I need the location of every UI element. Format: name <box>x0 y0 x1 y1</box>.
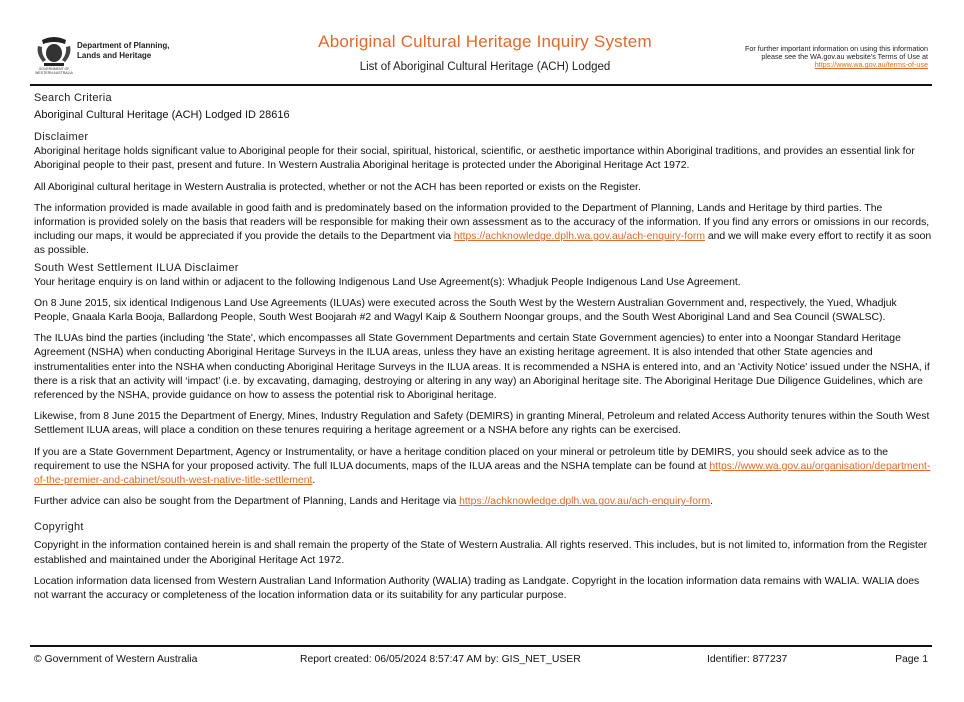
ach-enquiry-form-link[interactable]: https://achknowledge.dplh.wa.gov.au/ach-enquiry-form <box>453 231 705 243</box>
copyright-paragraph-1: Copyright in the information contained herein is and shall remain the property of the State of Western Australia. All rights reserved. This includes, but is not limited to, information from the Register established and maintained under the Aboriginal Heritage Act 1972. <box>34 540 928 566</box>
terms-notice <box>698 45 928 69</box>
footer-copyright: © Government of Western Australia <box>34 654 198 665</box>
logo-department-name: Department of Planning, Lands and Heritage <box>77 41 170 60</box>
search-criteria-value: Aboriginal Cultural Heritage (ACH) Lodged ID 28616 <box>34 109 290 121</box>
terms-notice-line-2: please see the WA.gov.au website's Terms of Use at <box>761 52 928 61</box>
copyright-paragraph-2: Location information data licensed from Western Australian Land Information Authority (WALIA) trading as Landgate. Copyright in the location information data remains with WALIA. WALIA does not warrant the accuracy or completeness of the location information data or its suitability for any particular purpose. <box>34 575 920 602</box>
header-divider <box>30 84 932 86</box>
page-title: Aboriginal Cultural Heritage Inquiry System <box>318 32 652 51</box>
ilua-paragraph-2: On 8 June 2015, six identical Indigenous Land Use Agreements (ILUAs) were executed across the South West by the Western Australian Government and, respectively, the Yued, Whadjuk People, Gnaala Karla Booja, Ballardong People, South West Boojarah #2 and Wagyl Kaip & Southern Noongar groups, and the South West Aboriginal Land and Sea Council (SWALSC). <box>34 297 897 324</box>
ilua-disclaimer-heading: South West Settlement ILUA Disclaimer <box>34 261 239 274</box>
report-body <box>34 92 932 603</box>
disclaimer-paragraph-2: All Aboriginal cultural heritage in Western Australia is protected, whether or not the ACH has been reported or exists on the Register. <box>34 181 641 193</box>
ilua-paragraph-3: The ILUAs bind the parties (including 'the State', which encompasses all State Government Departments and certain State Government agencies) to enter into a Noongar Standard Heritage Agreement (NSHA) when conducting Aboriginal Heritage Surveys in the ILUA areas, unless they have an existing heritage agreement. It is also intended that other State agencies and instrumentalities enter into the NSHA when conducting Aboriginal Heritage Surveys in the ILUA areas. It is recommended a NSHA is entered into, and an 'Activity Notice' issued under the NSHA, if there is a risk that an activity will ‘impact’ (i.e. by excavating, damaging, destroying or altering in any way) an Aboriginal heritage site. The Aboriginal Heritage Due Diligence Guidelines, which are referenced by the NSHA, provide guidance on how to assess the potential risk to Aboriginal heritage. <box>34 333 930 402</box>
ilua-paragraph-1: Your heritage enquiry is on land within or adjacent to the following Indigenous Land Use Agreement(s): Whadjuk People Indigenous Land Use Agreement. <box>34 276 741 288</box>
department-logo <box>34 36 174 78</box>
disclaimer-paragraph-3: The information provided is made available in good faith and is predominately based on the information provided to the Department of Planning, Lands and Heritage by third parties. The information is provided solely on the basis that readers will be responsible for making their own assessment as to the accuracy of the information. If you find any errors or omissions in our records, including our maps, it would be appreciated if you provide the details to the Department via https://achknowledge.dplh.wa.gov.au/ach-enquiry-form and we will make every effort to rectify it as soon as possible. <box>34 202 932 257</box>
south-west-native-title-settlement-link[interactable]: https://www.wa.gov.au/organisation/department-of-the-premier-and-cabinet/south-west-native-title-settlement <box>34 460 931 487</box>
disclaimer-paragraph-1: Aboriginal heritage holds significant value to Aboriginal people for their social, spiritual, historical, scientific, or aesthetic importance within Aboriginal traditions, and provides an essential link for Aboriginal people to their past, present and future. In Western Australia Aboriginal heritage is protected under the Aboriginal Heritage Act 1972. <box>34 146 915 172</box>
ilua-paragraph-4: Likewise, from 8 June 2015 the Department of Energy, Mines, Industry Regulation and Safety (DEMIRS) in granting Mineral, Petroleum and related Access Authority tenures within the South West Settlement ILUA areas, will place a condition on these tenures requiring a heritage agreement or a NSHA before any rights can be exercised. <box>34 411 930 437</box>
copyright-heading: Copyright <box>34 521 84 534</box>
ach-enquiry-form-link-2[interactable]: https://achknowledge.dplh.wa.gov.au/ach-enquiry-form <box>459 496 711 508</box>
disclaimer-heading: Disclaimer <box>34 131 89 144</box>
report-header <box>0 0 964 86</box>
ilua-paragraph-6: Further advice can also be sought from the Department of Planning, Lands and Heritage via https://achknowledge.dplh.wa.gov.au/ach-enquiry-form. <box>34 496 714 508</box>
footer-report-created: Report created: 06/05/2024 8:57:47 AM by: GIS_NET_USER <box>300 654 581 665</box>
logo-government-label: GOVERNMENT OF WESTERN AUSTRALIA <box>35 67 73 75</box>
terms-notice-line-1: For further important information on using this information <box>745 44 928 53</box>
terms-of-use-link[interactable]: https://www.wa.gov.au/terms-of-use <box>814 60 928 69</box>
footer-identifier: Identifier: 877237 <box>707 654 788 665</box>
ilua-paragraph-5: If you are a State Government Department, Agency or Instrumentality, or have a heritage condition placed on your mineral or petroleum title by DEMIRS, you should seek advice as to the requirement to use the NSHA for your proposed activity. The full ILUA documents, maps of the ILUA areas and the NSHA template can be found at https://www.wa.gov.au/organisation/department-of-the-premier-and-cabinet/south-west-native-title-settlement. <box>34 446 931 487</box>
page-subtitle: List of Aboriginal Cultural Heritage (ACH) Lodged <box>359 61 611 73</box>
search-criteria-heading: Search Criteria <box>34 92 112 104</box>
wa-crest-icon <box>34 36 74 68</box>
footer-divider <box>30 645 932 647</box>
footer-page-number: Page 1 <box>895 654 928 665</box>
